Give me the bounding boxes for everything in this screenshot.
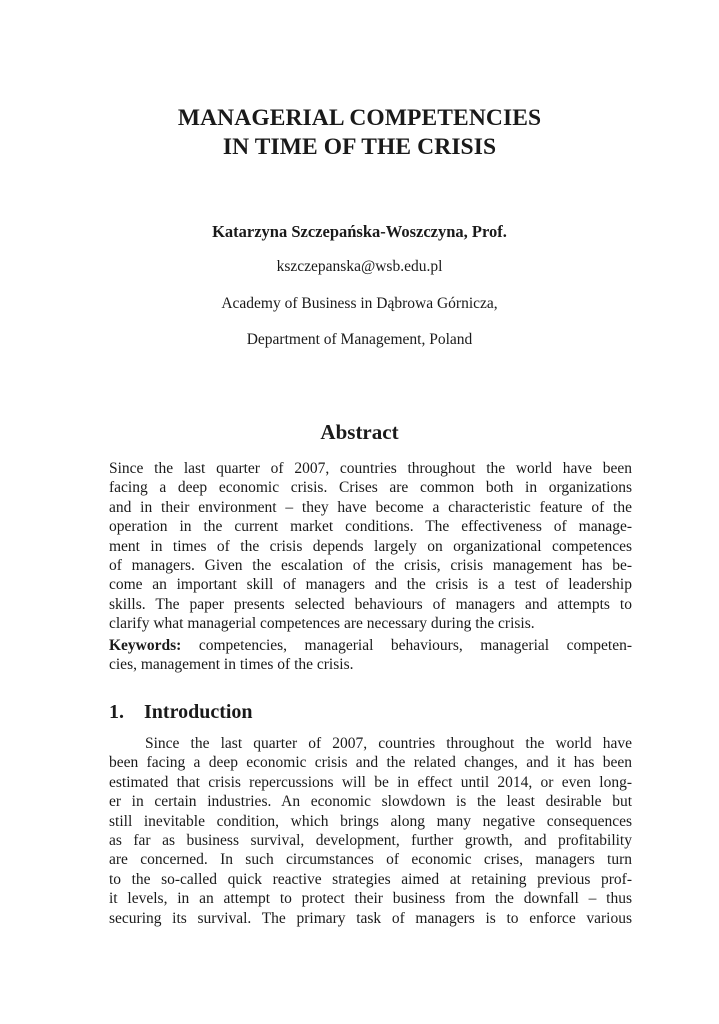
abstract-line: come an important skill of managers and the crisis is a test of leadership xyxy=(109,576,632,594)
section-number: 1. xyxy=(109,701,124,723)
title-line-2: IN TIME OF THE CRISIS xyxy=(222,134,497,160)
keywords-block xyxy=(109,636,632,675)
intro-line: to the so-called quick reactive strategies aimed at retaining previous prof- xyxy=(109,870,632,888)
section-heading xyxy=(109,701,253,724)
abstract-line: clarify what managerial competences are necessary during the crisis. xyxy=(109,615,535,633)
intro-line: it levels, in an attempt to protect their business from the downfall – thus xyxy=(109,890,632,908)
keywords-label: Keywords: xyxy=(109,637,182,654)
intro-line: are concerned. In such circumstances of economic crises, managers turn xyxy=(109,851,632,869)
intro-line: been facing a deep economic crisis and the related changes, and it has been xyxy=(109,754,632,772)
author-email: kszczepanska@wsb.edu.pl xyxy=(276,258,443,275)
abstract-line: ment in times of the crisis depends largely on organizational competences xyxy=(109,537,632,555)
keywords-line-2: cies, management in times of the crisis. xyxy=(109,656,354,674)
intro-line: securing its survival. The primary task of managers is to enforce various xyxy=(109,909,632,927)
affiliation-line-2: Department of Management, Poland xyxy=(246,331,473,348)
keywords-line-1 xyxy=(109,636,632,655)
abstract-line: operation in the current market conditions. The effectiveness of manage- xyxy=(109,518,632,536)
paper-title xyxy=(0,104,719,162)
abstract-line: skills. The paper presents selected behaviours of managers and attempts to xyxy=(109,595,632,613)
intro-line: Since the last quarter of 2007, countries throughout the world have xyxy=(145,735,632,752)
abstract-heading: Abstract xyxy=(320,420,399,444)
abstract-line: facing a deep economic crisis. Crises are common both in organizations xyxy=(109,479,632,497)
intro-line: estimated that crisis repercussions will be in effect until 2014, or even long- xyxy=(109,773,632,791)
introduction-body xyxy=(109,734,632,928)
affiliation-line-1: Academy of Business in Dąbrowa Górnicza, xyxy=(221,295,498,312)
intro-line: as far as business survival, development, further growth, and profitability xyxy=(109,832,632,850)
abstract-line: and in their environment – they have become a characteristic feature of the xyxy=(109,498,632,516)
abstract-line: of managers. Given the escalation of the crisis, crisis management has be- xyxy=(109,557,632,575)
author-name: Katarzyna Szczepańska-Woszczyna, Prof. xyxy=(212,222,507,241)
abstract-line: Since the last quarter of 2007, countries throughout the world have been xyxy=(109,460,632,477)
abstract-body xyxy=(109,459,632,634)
section-title: Introduction xyxy=(144,701,253,723)
intro-line: er in certain industries. An economic slowdown is the least desirable but xyxy=(109,793,632,811)
intro-line: still inevitable condition, which brings along many negative consequences xyxy=(109,812,632,830)
title-line-1: MANAGERIAL COMPETENCIES xyxy=(177,105,542,131)
keywords-text-1: competencies, managerial behaviours, managerial competen- xyxy=(181,637,632,654)
